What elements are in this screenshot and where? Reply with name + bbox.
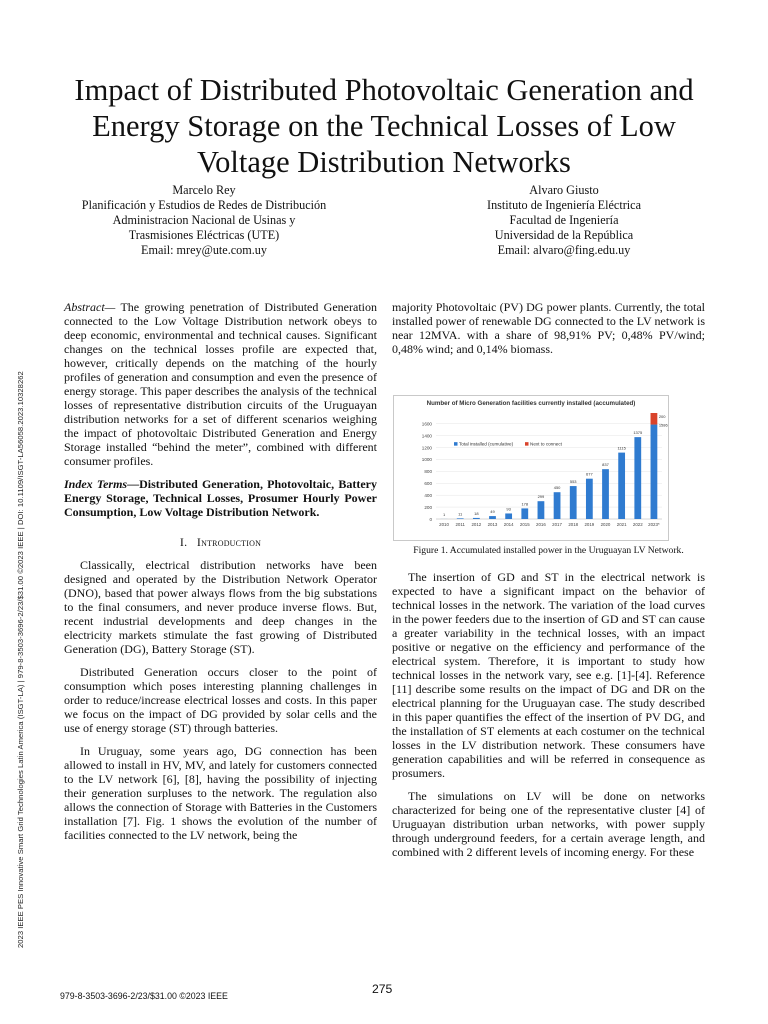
bar-total-installed [570, 486, 577, 519]
bar-chart [394, 396, 668, 540]
x-tick-label: 2016 [536, 522, 546, 527]
bar-data-label: 299 [537, 494, 545, 500]
y-tick-label: 1200 [421, 445, 432, 451]
bar-total-installed [457, 518, 464, 519]
x-tick-label: 2013 [487, 522, 498, 527]
x-tick-label: 2023* [648, 522, 660, 527]
x-tick-label: 2012 [471, 522, 482, 527]
author-affiliation: Instituto de Ingeniería Eléctrica [487, 198, 641, 212]
legend-swatch-total [454, 442, 458, 446]
x-tick-label: 2011 [455, 522, 465, 527]
bar-total-installed [538, 501, 545, 519]
bar-total-installed [505, 513, 512, 519]
footer-copyright: 979-8-3503-3696-2/23/$31.00 ©2023 IEEE [60, 991, 228, 1001]
y-tick-label: 400 [424, 492, 432, 498]
right-column-top [392, 300, 705, 365]
x-tick-label: 2019 [584, 522, 595, 527]
author-email: Email: alvaro@fing.edu.uy [497, 243, 631, 257]
y-tick-label: 1600 [421, 421, 432, 427]
bar-total-installed [586, 479, 593, 519]
x-tick-label: 2020 [600, 522, 611, 527]
y-tick-label: 0 [429, 516, 432, 522]
stack-data-label: 200 [658, 414, 666, 419]
x-tick-label: 2018 [568, 522, 579, 527]
bar-data-label: 1375 [633, 430, 643, 436]
side-metadata: 2023 IEEE PES Innovative Smart Grid Technologies Latin America (ISGT-LA) | 979-8-3503-3696-2/23/$31.00 ©2023 IEEE | DOI: 10.1109/ISGT-LA56058.2023.10328262 [16, 371, 25, 948]
bar-data-label: 1 [442, 511, 446, 517]
author-block-1 [60, 183, 348, 258]
chart-title: Number of Micro Generation facilities currently installed (accumulated) [426, 400, 636, 407]
bar-data-label: 18 [474, 510, 479, 516]
bar-data-label: 11 [458, 511, 463, 517]
index-terms-text: —Distributed Generation, Photovoltaic, Battery Energy Storage, Technical Losses, Prosumer Hourly Power Consumption, Low Voltage Distribution Network. [64, 477, 377, 519]
index-terms-label: Index Terms [64, 477, 128, 491]
bar-data-label: 49 [490, 509, 495, 515]
bar-data-label: 1586 [658, 422, 668, 428]
x-tick-label: 2014 [503, 522, 514, 527]
author-affiliation: Administracion Nacional de Usinas y [112, 213, 296, 227]
author-affiliation: Planificación y Estudios de Redes de Distribución [81, 198, 327, 212]
index-terms [64, 477, 377, 519]
bar-data-label: 93 [506, 506, 511, 512]
body-paragraph: The insertion of GD and ST in the electrical network is expected to have a significant impact on the behavior of technical losses in the network. The variation of the load curves in the power feeders due to the insertion of GD and ST can cause a greater variability in the technical losses, with an impact positive or negative on the efficiency and performance of the electrical system. Therefore, it is important to study how technical losses in the network vary, see e.g. [1]-[4]. Reference [11] describe some results on the impact of DG and DR on the electrical planning for the Uruguayan case. The study described in this paper quantifies the effect of the insertion of PV DG, and the installation of ST elements at each costumer on the technical losses in the LV distribution network. These consumers have generation capabilities and will be referred in consequence as prosumers. [392, 570, 705, 780]
abstract-text: The growing penetration of Distributed Generation connected to the Low Voltage Distribution network obeys to deep economic, environmental and technical causes. Significant changes on the technical losses profile are expected that, however, critically depends on the matching of the hourly profiles of generation and consumption and even the presence of energy storage. This paper describes the analysis of the technical losses of representative distribution circuits of the Uruguayan distribution networks for a set of different scenarios weighing the impact of photovoltaic Distributed Generation and Energy Storage installed “behind the meter”, combined with different consumer profiles. [64, 300, 377, 468]
bar-total-installed [618, 453, 625, 519]
y-tick-label: 600 [424, 481, 432, 487]
bar-data-label: 677 [586, 471, 593, 477]
bar-data-label: 553 [569, 479, 577, 485]
author-name: Alvaro Giusto [529, 183, 599, 197]
bar-total-installed [651, 425, 658, 519]
x-tick-label: 2021 [616, 522, 627, 527]
bar-total-installed [473, 518, 480, 519]
bar-data-label: 178 [521, 501, 529, 507]
author-name: Marcelo Rey [172, 183, 236, 197]
section-number: I. [179, 535, 188, 549]
legend-label-total: Total installed (cumulative) [459, 441, 514, 447]
bar-total-installed [554, 492, 561, 519]
bar-data-label: 1115 [617, 445, 626, 451]
intro-paragraph: Classically, electrical distribution networks have been designed and operated by the Distribution Network Operator (DNO), based that power always flows from the big substations to the final consumers, and never produce inverse flows. But, recent industrial developments and deep changes in the electricity markets stimulate the fast growing of Distributed Generation (DG), Battery Storage (ST). [64, 558, 377, 656]
figure-1-chart [393, 395, 669, 541]
page-number: 275 [372, 982, 393, 996]
paper-title: Impact of Distributed Photovoltaic Generation and Energy Storage on the Technical Losses of Low Voltage Distribution Networks [74, 73, 694, 179]
bar-total-installed [489, 516, 496, 519]
y-tick-label: 1400 [421, 433, 432, 439]
author-affiliation: Universidad de la República [494, 228, 634, 242]
right-paragraph: majority Photovoltaic (PV) DG power plants. Currently, the total installed power of renewable DG connected to the LV network is near 12MVA. with a share of 98,91% PV; 0,48% PV/wind; 0,48% wind; and 0,14% biomass. [392, 300, 705, 356]
x-tick-label: 2017 [552, 522, 562, 527]
x-tick-label: 2022 [632, 522, 643, 527]
x-tick-label: 2010 [439, 522, 449, 527]
author-affiliation: Facultad de Ingeniería [509, 213, 619, 227]
abstract-label: Abstract— [64, 300, 116, 314]
intro-paragraph: Distributed Generation occurs closer to the point of consumption which poses interesting planning challenges in order to reduce/increase electrical losses and costs. In this paper we focus on the impact of DG provided by solar cells and the use of energy storage (ST) through batteries. [64, 665, 377, 735]
left-column [64, 300, 377, 851]
bar-data-label: 837 [602, 462, 609, 468]
bar-total-installed [521, 508, 528, 519]
abstract [64, 300, 377, 468]
author-block-2 [420, 183, 708, 258]
legend-swatch-next [525, 442, 529, 446]
bar-next-to-connect [651, 413, 658, 425]
section-title: Introduction [196, 535, 262, 549]
right-column-body [392, 570, 705, 868]
y-tick-label: 1000 [421, 457, 432, 463]
y-tick-label: 800 [424, 469, 432, 475]
author-affiliation: Trasmisiones Eléctricas (UTE) [128, 228, 280, 242]
body-paragraph: The simulations on LV will be done on networks characterized for being one of the representative cluster [4] of Uruguayan distribution urban networks, with power supply through underground feeders, for a certain average length, and combined with 2 different levels of incoming energy. For these [392, 789, 705, 859]
author-email: Email: mrey@ute.com.uy [141, 243, 267, 257]
bar-total-installed [634, 437, 641, 519]
bar-total-installed [602, 469, 609, 519]
legend-label-next: Next to connect [530, 441, 562, 447]
figure-caption: Figure 1. Accumulated installed power in the Uruguayan LV Network. [413, 545, 684, 556]
x-tick-label: 2015 [519, 522, 530, 527]
bar-data-label: 450 [553, 485, 561, 491]
section-heading [64, 535, 377, 549]
y-tick-label: 200 [424, 504, 432, 510]
intro-paragraph: In Uruguay, some years ago, DG connection has been allowed to install in HV, MV, and lately for customers connected to the LV network [6], [8], having the possibility of injecting their generation surpluses to the network. The regulation also allows the connection of Storage with Batteries in the Customers installation [7]. Fig. 1 shows the evolution of the number of facilities connected to the LV network, being the [64, 744, 377, 842]
